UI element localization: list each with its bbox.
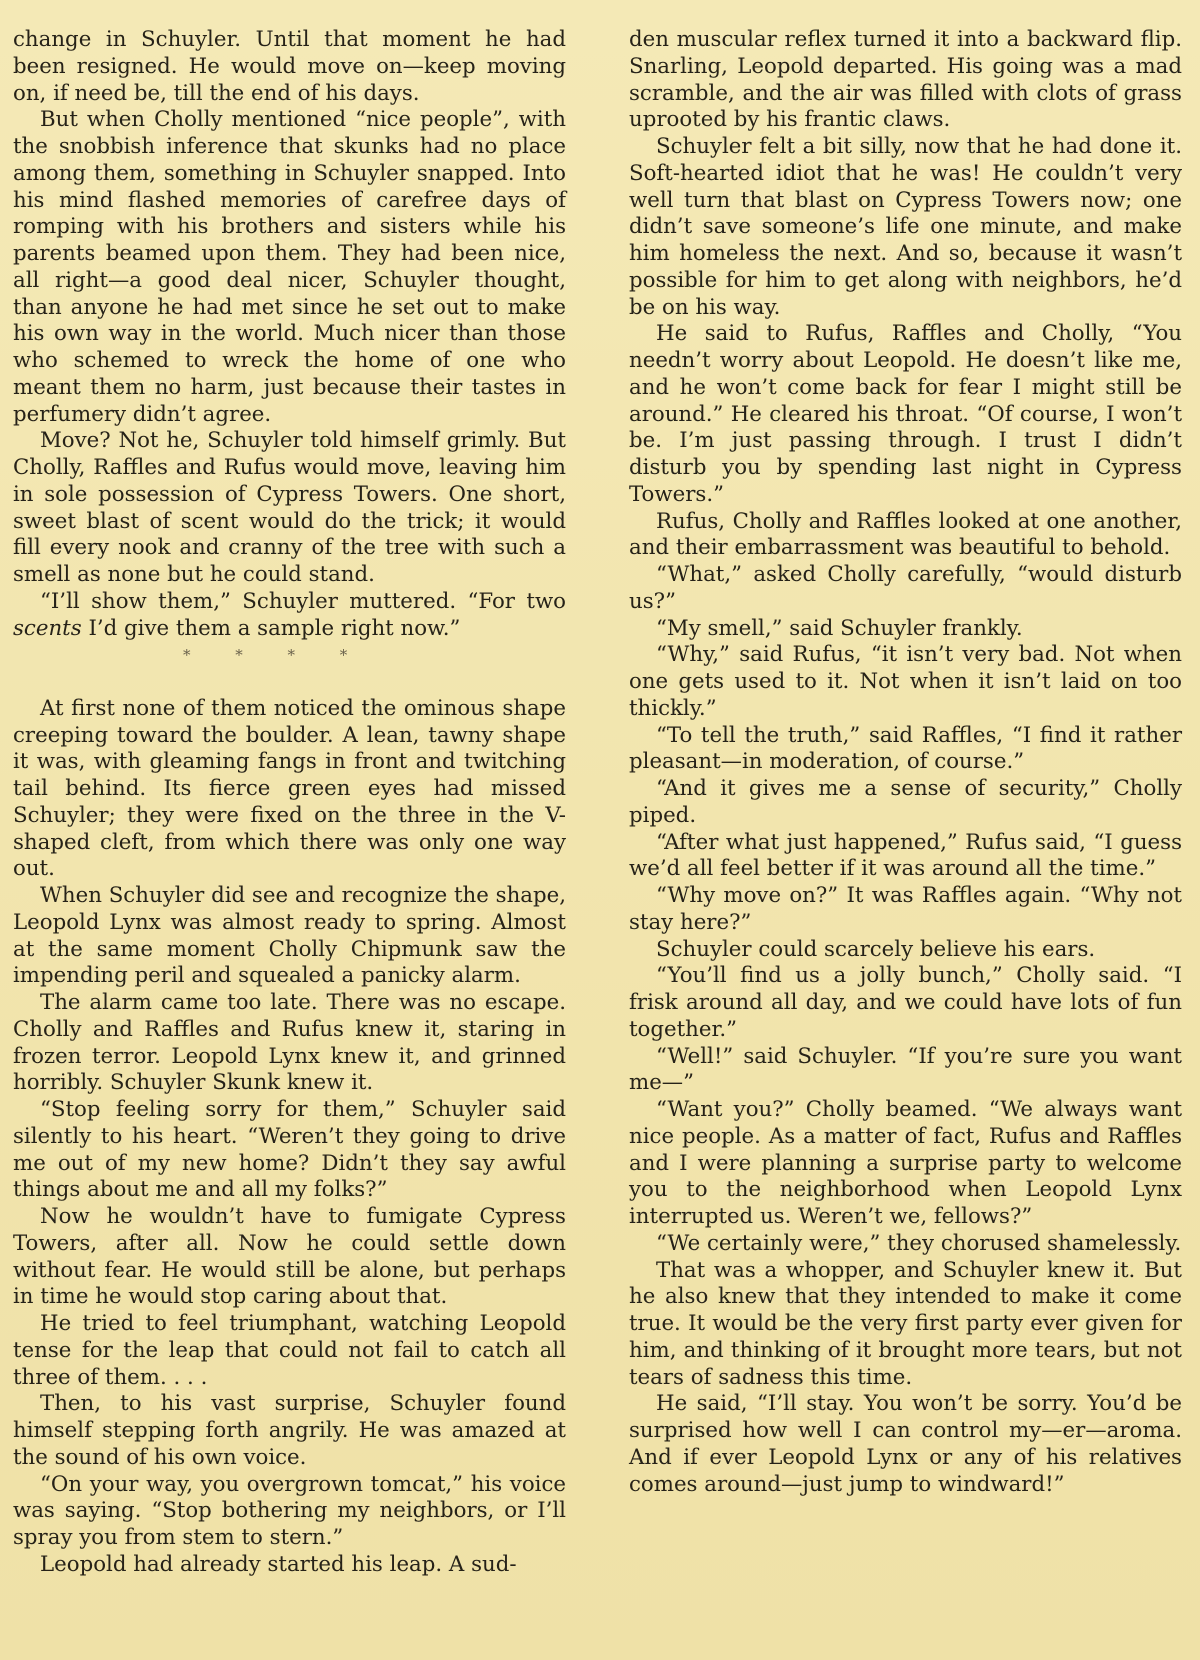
section-spacer bbox=[13, 669, 566, 696]
paragraph: He said, “I’ll stay. You won’t be sorry. You’d be surprised how well I can control my—er—aroma. And if ever Leopold Lynx or any of his relatives comes around—just jump to windward!” bbox=[629, 1391, 1182, 1497]
paragraph: At first none of them noticed the ominous shape creeping toward the boulder. A lean, tawny shape it was, with gleaming fangs in front and twitching tail behind. Its fierce green eyes had missed Schuyler; they were fixed on the three in the V-shaped cleft, from which there was only one way out. bbox=[13, 695, 566, 882]
paragraph: Rufus, Cholly and Raffles looked at one another, and their embarrassment was beautiful to behold. bbox=[629, 508, 1182, 561]
paragraph: But when Cholly mentioned “nice people”, with the snobbish inference that skunks had no place among them, something in Schuyler snapped. Into his mind flashed memories of carefree days of romping with his brothers and sisters while his parents beamed upon them. They had been nice, all right—a good deal nicer, Schuyler thought, than anyone he had met since he set out to make his own way in the world. Much nicer than those who schemed to wreck the home of one who meant them no harm, just because their tastes in perfumery didn’t agree. bbox=[13, 107, 566, 427]
paragraph: Schuyler could scarcely believe his ears. bbox=[656, 936, 1096, 962]
paragraph: “On your way, you overgrown tomcat,” his voice was saying. “Stop bothering my neighbors, or I’ll spray you from stem to stern.” bbox=[13, 1471, 566, 1550]
show-them-text-end: I’d give them a sample right now.” bbox=[81, 615, 461, 641]
paragraph: He tried to feel triumphant, watching Leopold tense for the leap that could not fail to catch all three of them. . . . bbox=[13, 1311, 566, 1390]
paragraph: “Why move on?” It was Raffles again. “Why not stay here?” bbox=[629, 883, 1182, 935]
paragraph: Then, to his vast surprise, Schuyler found himself stepping forth angrily. He was amazed at the sound of his own voice. bbox=[13, 1391, 566, 1470]
paragraph: “And it gives me a sense of security,” Cholly piped. bbox=[629, 776, 1182, 828]
paragraph: The alarm came too late. There was no escape. Cholly and Raffles and Rufus knew it, staring in frozen terror. Leopold Lynx knew it, and grinned horribly. Schuyler Skunk knew it. bbox=[13, 990, 566, 1096]
paragraph: When Schuyler did see and recognize the shape, Leopold Lynx was almost ready to spring. Almost at the same moment Cholly Chipmunk saw the impending peril and squealed a panicky alarm. bbox=[13, 883, 566, 989]
show-them-text: “I’ll show them,” Schuyler muttered. “For two bbox=[40, 588, 566, 614]
paragraph: He said to Rufus, Raffles and Cholly, “You needn’t worry about Leopold. He doesn’t like me, and he won’t come back for fear I might still be around.” He cleared his throat. “Of course, I won’t be. I’m just passing through. I trust I didn’t disturb you by spending last night in Cypress Towers.” bbox=[629, 321, 1182, 507]
paragraph: “To tell the truth,” said Raffles, “I find it rather pleasant—in moderation, of course.” bbox=[629, 722, 1182, 775]
paragraph: “Why,” said Rufus, “it isn’t very bad. Not when one gets used to it. Not when it isn’t laid on too thickly.” bbox=[629, 642, 1182, 721]
paragraph: Schuyler felt a bit silly, now that he had done it. Soft-hearted idiot that he was! He couldn’t very well turn that blast on Cypress Towers now; one didn’t save someone’s life one minute, and make him homeless the next. And so, because it wasn’t possible for him to get along with neighbors, he’d be on his way. bbox=[629, 134, 1182, 320]
left-column bbox=[13, 27, 566, 1579]
right-column bbox=[629, 27, 1182, 1498]
paragraph: den muscular reflex turned it into a backward flip. Snarling, Leopold departed. His going was a mad scramble, and the air was filled with clots of grass uprooted by his frantic claws. bbox=[629, 27, 1182, 133]
paragraph: change in Schuyler. Until that moment he had been resigned. He would move on—keep moving on, if need be, till the end of his days. bbox=[13, 27, 566, 106]
paragraph: “Well!” said Schuyler. “If you’re sure you want me—” bbox=[629, 1043, 1182, 1096]
paragraph: “After what just happened,” Rufus said, “I guess we’d all feel better if it was around all the time.” bbox=[629, 829, 1182, 882]
paragraph: “We certainly were,” they chorused shamelessly. bbox=[656, 1230, 1182, 1256]
paragraph: Leopold had already started his leap. A sud- bbox=[40, 1551, 517, 1577]
paragraph: “What,” asked Cholly carefully, “would disturb us?” bbox=[629, 562, 1182, 614]
paragraph: “Stop feeling sorry for them,” Schuyler said silently to his heart. “Weren’t they going to drive me out of my new home? Didn’t they say awful things about me and all my folks?” bbox=[13, 1097, 566, 1203]
paragraph-show-them bbox=[13, 589, 566, 643]
paragraph: That was a whopper, and Schuyler knew it. But he also knew that they intended to make it come true. It would be the very first party ever given for him, and thinking of it brought more tears, but not tears of sadness this time. bbox=[629, 1257, 1182, 1390]
paragraph: “My smell,” said Schuyler frankly. bbox=[656, 615, 1023, 641]
paragraph: Now he wouldn’t have to fumigate Cypress Towers, after all. Now he could settle down without fear. He would still be alone, but perhaps in time he would stop caring about that. bbox=[13, 1204, 566, 1310]
paragraph: Move? Not he, Schuyler told himself grimly. But Cholly, Raffles and Rufus would move, leaving him in sole possession of Cypress Towers. One short, sweet blast of scent would do the trick; it would fill every nook and cranny of the tree with such a smell as none but he could stand. bbox=[13, 428, 566, 587]
scents-italic: scents bbox=[13, 615, 82, 641]
section-separator: * * * * bbox=[183, 646, 348, 665]
paragraph: “Want you?” Cholly beamed. “We always want nice people. As a matter of fact, Rufus and Raffles and I were planning a surprise party to welcome you to the neighborhood when Leopold Lynx interrupted us. Weren’t we, fellows?” bbox=[629, 1097, 1182, 1229]
paragraph: “You’ll find us a jolly bunch,” Cholly said. “I frisk around all day, and we could have lots of fun together.” bbox=[629, 963, 1182, 1042]
